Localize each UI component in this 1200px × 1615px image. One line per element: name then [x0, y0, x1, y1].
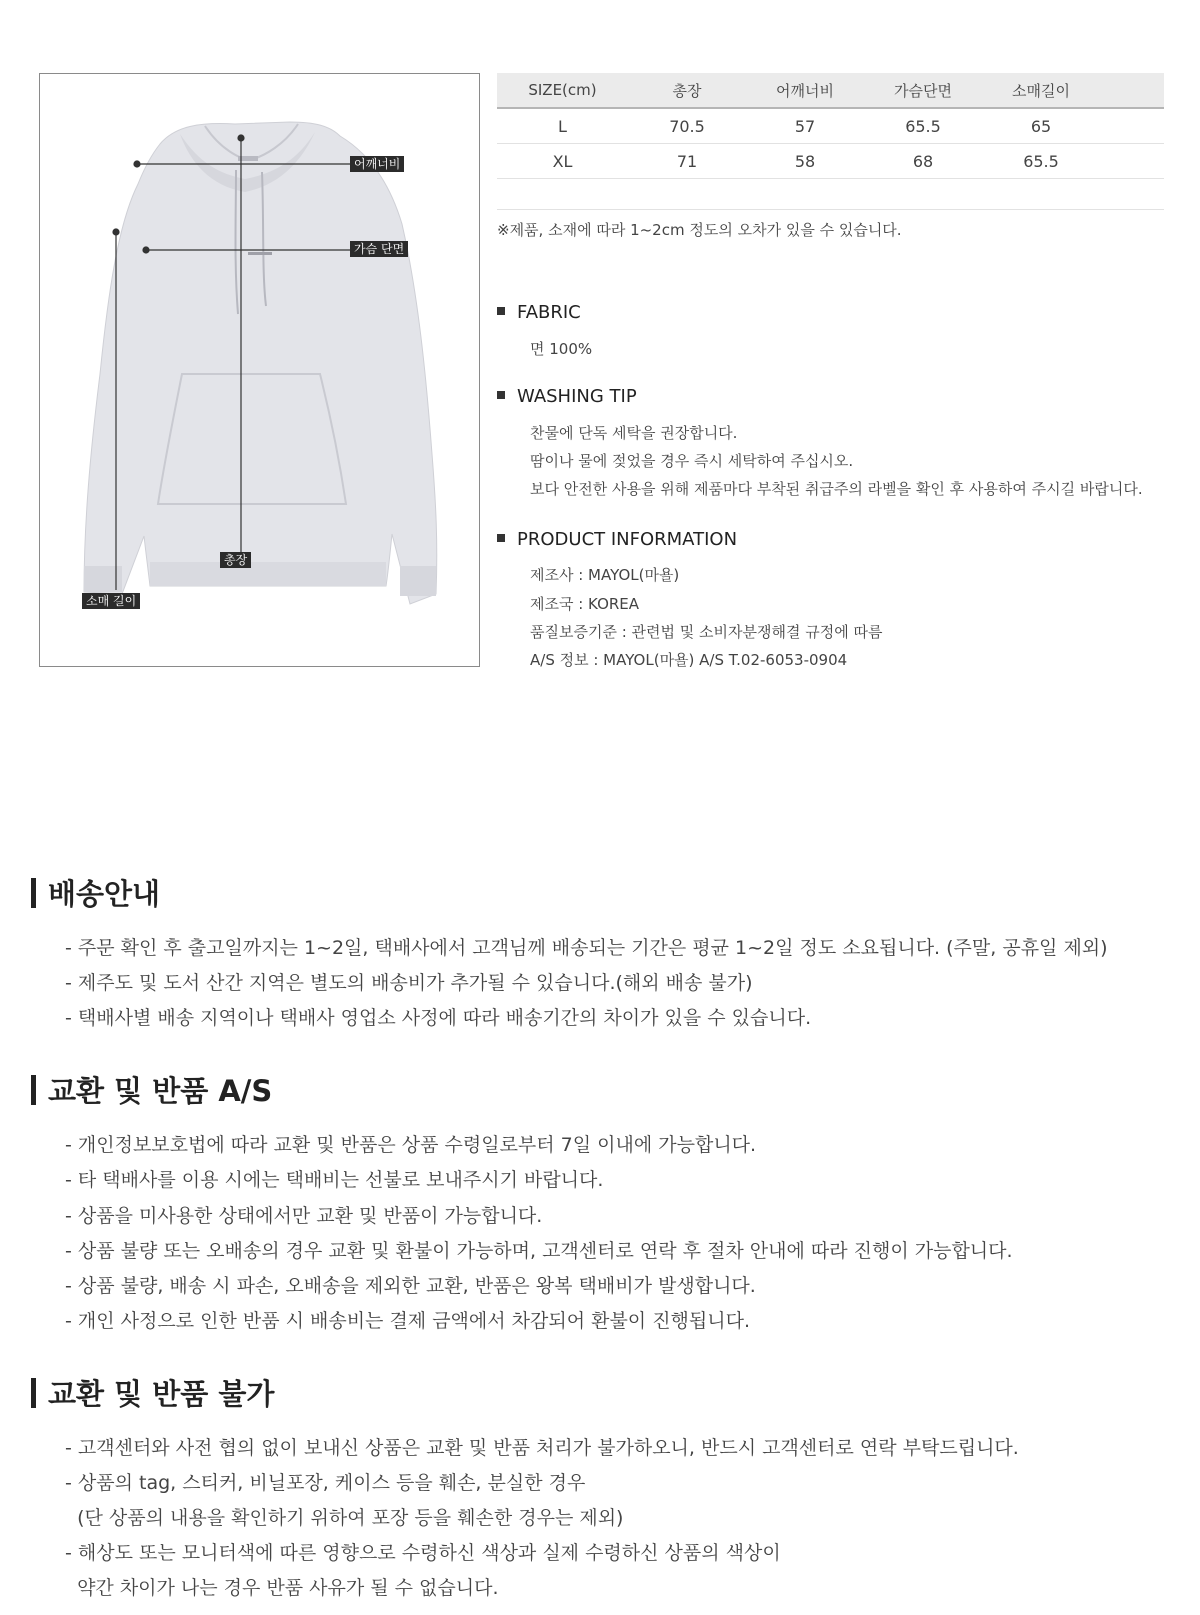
square-bullet-icon — [497, 307, 505, 315]
exchange-line: - 개인정보보호법에 따라 교환 및 반품은 상품 수령일로부터 7일 이내에 가능합니다. — [65, 1134, 757, 1156]
washing-heading — [497, 386, 637, 407]
washing-line: 찬물에 단독 세탁을 권장합니다. — [530, 424, 738, 442]
cell-size: XL — [497, 144, 628, 179]
size-table-header-row — [497, 73, 1164, 108]
shoulder-width-tag: 어깨너비 — [350, 156, 404, 172]
exchange-title: 교환 및 반품 A/S — [48, 1074, 273, 1108]
product-info-line: A/S 정보 : MAYOL(마욜) A/S T.02-6053-0904 — [530, 651, 848, 669]
cell-spacer — [1100, 144, 1164, 179]
shipping-heading — [31, 877, 160, 911]
table-bottom-divider — [497, 209, 1164, 210]
heading-bar-icon — [31, 1075, 36, 1105]
product-info-line: 품질보증기준 : 관련법 및 소비자분쟁해결 규정에 따름 — [530, 623, 883, 641]
shipping-title: 배송안내 — [48, 877, 161, 911]
cell-chest: 65.5 — [864, 108, 982, 144]
chest-width-tag: 가슴 단면 — [350, 241, 408, 257]
washing-line: 땀이나 물에 젖었을 경우 즉시 세탁하여 주십시오. — [530, 452, 854, 470]
product-info-line: 제조국 : KOREA — [530, 595, 640, 613]
cell-chest: 68 — [864, 144, 982, 179]
no-exchange-heading — [31, 1377, 274, 1411]
exchange-line: - 타 택배사를 이용 시에는 택배비는 선불로 보내주시기 바랍니다. — [65, 1169, 604, 1191]
no-exchange-line: (단 상품의 내용을 확인하기 위하여 포장 등을 훼손한 경우는 제외) — [65, 1507, 624, 1529]
square-bullet-icon — [497, 534, 505, 542]
header-shoulder: 어깨너비 — [746, 73, 864, 108]
no-exchange-line: 약간 차이가 나는 경우 반품 사유가 될 수 없습니다. — [65, 1577, 499, 1599]
table-row — [497, 108, 1164, 144]
exchange-line: - 상품 불량 또는 오배송의 경우 교환 및 환불이 가능하며, 고객센터로 연락 후 절차 안내에 따라 진행이 가능합니다. — [65, 1240, 1013, 1262]
cell-sleeve: 65 — [982, 108, 1100, 144]
cell-sleeve: 65.5 — [982, 144, 1100, 179]
header-size: SIZE(cm) — [497, 73, 628, 108]
no-exchange-line: - 상품의 tag, 스티커, 비닐포장, 케이스 등을 훼손, 분실한 경우 — [65, 1472, 586, 1494]
table-row — [497, 144, 1164, 179]
product-image — [39, 73, 480, 667]
no-exchange-line: - 고객센터와 사전 협의 없이 보내신 상품은 교환 및 반품 처리가 불가하오니, 반드시 고객센터로 연락 부탁드립니다. — [65, 1437, 1019, 1459]
header-sleeve: 소매길이 — [982, 73, 1100, 108]
shipping-line: - 제주도 및 도서 산간 지역은 별도의 배송비가 추가될 수 있습니다.(해외 배송 불가) — [65, 972, 753, 994]
heading-bar-icon — [31, 878, 36, 908]
cell-total-length: 70.5 — [628, 108, 746, 144]
cell-total-length: 71 — [628, 144, 746, 179]
product-info-heading — [497, 529, 737, 550]
exchange-heading — [31, 1074, 272, 1108]
size-table — [497, 73, 1164, 179]
no-exchange-line: - 해상도 또는 모니터색에 따른 영향으로 수령하신 색상과 실제 수령하신 상품의 색상이 — [65, 1542, 781, 1564]
washing-line: 보다 안전한 사용을 위해 제품마다 부착된 취급주의 라벨을 확인 후 사용하여 주시길 바랍니다. — [530, 480, 1143, 498]
header-total-length: 총장 — [628, 73, 746, 108]
product-info-line: 제조사 : MAYOL(마욜) — [530, 566, 680, 584]
shipping-line: - 주문 확인 후 출고일까지는 1~2일, 택배사에서 고객님께 배송되는 기간은 평균 1~2일 정도 소요됩니다. (주말, 공휴일 제외) — [65, 937, 1108, 959]
shipping-line: - 택배사별 배송 지역이나 택배사 영업소 사정에 따라 배송기간의 차이가 있을 수 있습니다. — [65, 1007, 812, 1029]
exchange-line: - 상품 불량, 배송 시 파손, 오배송을 제외한 교환, 반품은 왕복 택배비가 발생합니다. — [65, 1275, 756, 1297]
sleeve-length-tag: 소매 길이 — [82, 593, 140, 609]
fabric-title: FABRIC — [517, 302, 581, 323]
fabric-line: 면 100% — [530, 340, 593, 358]
square-bullet-icon — [497, 391, 505, 399]
cell-size: L — [497, 108, 628, 144]
exchange-line: - 상품을 미사용한 상태에서만 교환 및 반품이 가능합니다. — [65, 1205, 543, 1227]
washing-title: WASHING TIP — [517, 386, 637, 407]
header-spacer — [1100, 73, 1164, 108]
no-exchange-title: 교환 및 반품 불가 — [48, 1377, 275, 1411]
total-length-tag: 총장 — [220, 552, 251, 568]
size-note: ※제품, 소재에 따라 1~2cm 정도의 오차가 있을 수 있습니다. — [497, 221, 902, 239]
product-info-title: PRODUCT INFORMATION — [517, 529, 738, 550]
exchange-line: - 개인 사정으로 인한 반품 시 배송비는 결제 금액에서 차감되어 환불이 진행됩니다. — [65, 1310, 751, 1332]
cell-shoulder: 58 — [746, 144, 864, 179]
heading-bar-icon — [31, 1378, 36, 1408]
hoodie-illustration — [40, 74, 480, 667]
cell-shoulder: 57 — [746, 108, 864, 144]
cell-spacer — [1100, 108, 1164, 144]
header-chest: 가슴단면 — [864, 73, 982, 108]
fabric-heading — [497, 302, 581, 323]
